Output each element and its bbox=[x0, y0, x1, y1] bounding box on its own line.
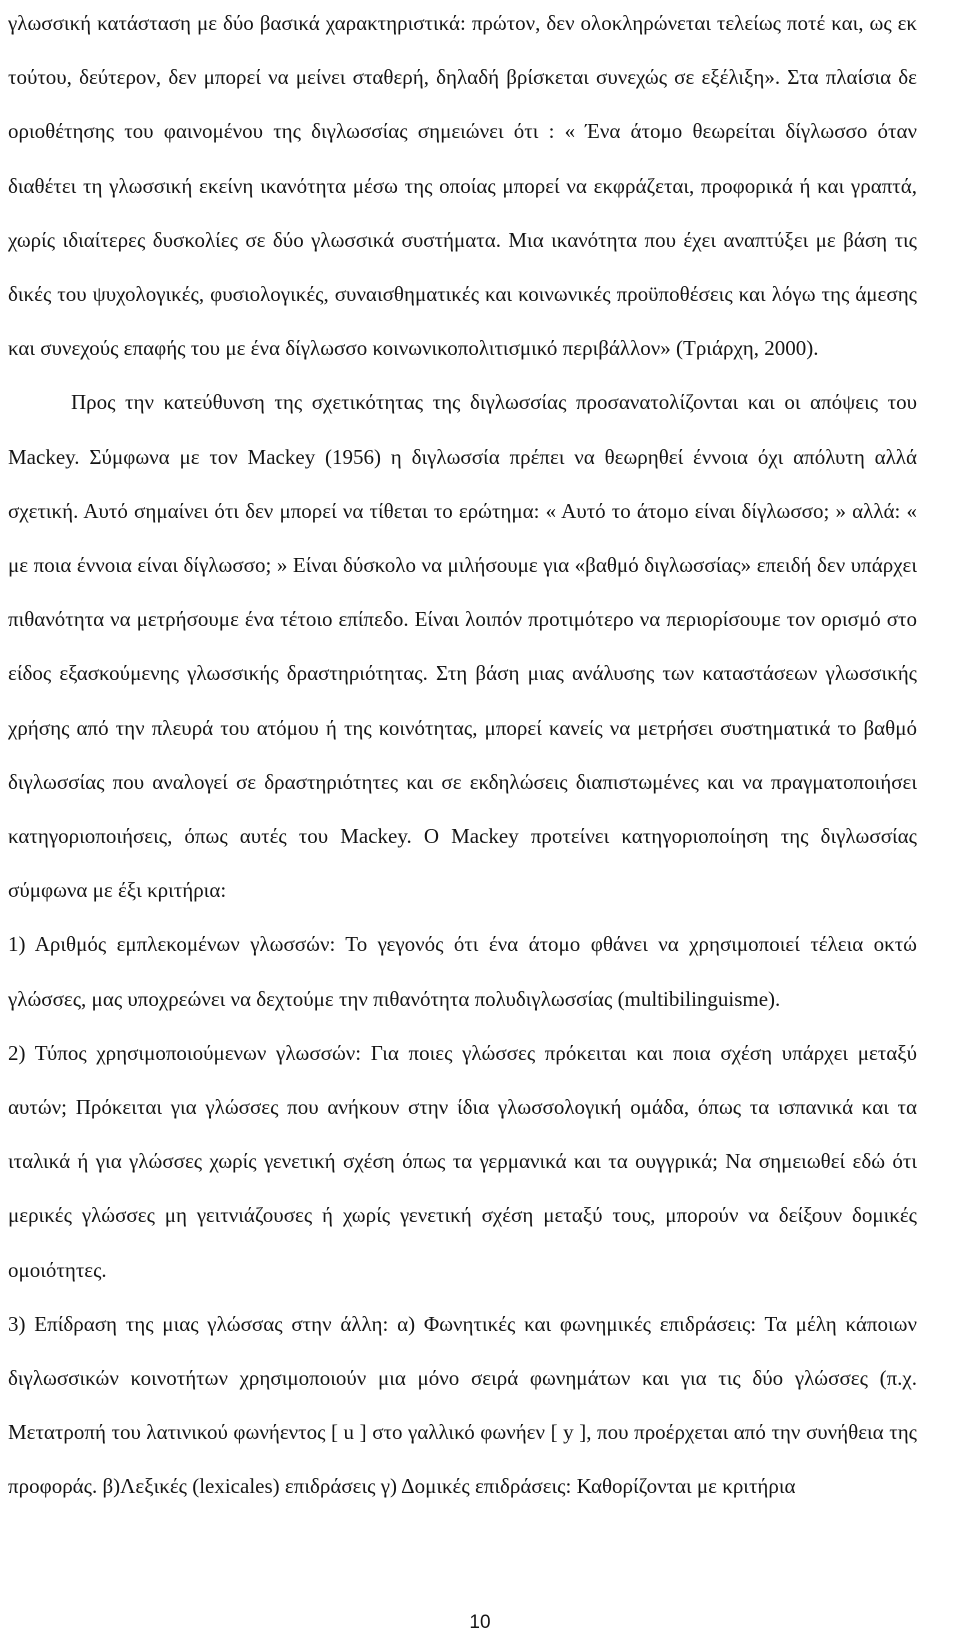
page-number: 10 bbox=[469, 1612, 491, 1633]
list-item-criterion-1: 1) Αριθμός εμπλεκομένων γλωσσών: Το γεγονός ότι ένα άτομο φθάνει να χρησιμοποιεί τέλεια οκτώ γλώσσες, μας υποχρεώνει να δεχτούμε την πιθανότητα πολυδιγλωσσίας (multibilinguisme). bbox=[8, 932, 917, 1011]
list-item-criterion-2: 2) Τύπος χρησιμοποιούμενων γλωσσών: Για ποιες γλώσσες πρόκειται και ποια σχέση υπάρχει μεταξύ αυτών; Πρόκειται για γλώσσες που ανήκουν στην ίδια γλωσσολογική ομάδα, όπως τα ισπανικά και τα ιταλικά ή για γλώσσες χωρίς γενετική σχέση όπως τα γερμανικά και τα ουγγρικά; Να σημειωθεί εδώ ότι μερικές γλώσσες μη γειτνιάζουσες ή χωρίς γενετική σχέση μεταξύ τους, μπορούν να δείξουν δομικές ομοιότητες. bbox=[8, 1040, 917, 1282]
list-item-criterion-3: 3) Επίδραση της μιας γλώσσας στην άλλη: α) Φωνητικές και φωνημικές επιδράσεις: Τα μέλη κάποιων διγλωσσικών κοινοτήτων χρησιμοποιούν μια μόνο σειρά φωνημάτων και για τις δύο γλώσσες (π.χ. Μετατροπή του λατινικού φωνήεντος [ u ] στο γαλλικό φωνήεν [ y ], που προέρχεται από την συνήθεια της προφοράς. β)Λεξικές (lexicales) επιδράσεις γ) Δομικές επιδράσεις: Καθορίζονται με κριτήρια bbox=[8, 1311, 917, 1499]
paragraph-continuation: γλωσσική κατάσταση με δύο βασικά χαρακτηριστικά: πρώτον, δεν ολοκληρώνεται τελείως ποτέ και, ως εκ τούτου, δεύτερον, δεν μπορεί να μείνει σταθερή, δηλαδή βρίσκεται συνεχώς σε εξέλιξη». Στα πλαίσια δε οριοθέτησης του φαινομένου της διγλωσσίας σημειώνει ότι : « Ένα άτομο θεωρείται δίγλωσσο όταν διαθέτει τη γλωσσική εκείνη ικανότητα μέσω της οποίας μπορεί να εκφράζεται, προφορικά ή και γραπτά, χωρίς ιδιαίτερες δυσκολίες σε δύο γλωσσικά συστήματα. Μια ικανότητα που έχει αναπτύξει με βάση τις δικές του ψυχολογικές, φυσιολογικές, συναισθηματικές και κοινωνικές προϋποθέσεις και λόγω της άμεσης και συνεχούς επαφής του με ένα δίγλωσσο κοινωνικοπολιτισμικό περιβάλλον» (Τριάρχη, 2000). bbox=[8, 11, 917, 361]
document-body bbox=[8, 0, 917, 1514]
paragraph-mackey: Προς την κατεύθυνση της σχετικότητας της διγλωσσίας προσανατολίζονται και οι απόψεις του Mackey. Σύμφωνα με τον Mackey (1956) η διγλωσσία πρέπει να θεωρηθεί έννοια όχι απόλυτη αλλά σχετική. Αυτό σημαίνει ότι δεν μπορεί να τίθεται το ερώτημα: « Αυτό το άτομο είναι δίγλωσσο; » αλλά: « με ποια έννοια είναι δίγλωσσο; » Είναι δύσκολο να μιλήσουμε για «βαθμό διγλωσσίας» επειδή δεν υπάρχει πιθανότητα να μετρήσουμε ένα τέτοιο επίπεδο. Είναι λοιπόν προτιμότερο να περιορίσουμε τον ορισμό στο είδος εξασκούμενης γλωσσικής δραστηριότητας. Στη βάση μιας ανάλυσης των καταστάσεων γλωσσικής χρήσης από την πλευρά του ατόμου ή της κοινότητας, μπορεί κανείς να μετρήσει συστηματικά το βαθμό διγλωσσίας που αναλογεί σε δραστηριότητες και σε εκδηλώσεις διαπιστωμένες και να πραγματοποιήσει κατηγοριοποιήσεις, όπως αυτές του Mackey. Ο Mackey προτείνει κατηγοριοποίηση της διγλωσσίας σύμφωνα με έξι κριτήρια: bbox=[8, 390, 917, 903]
